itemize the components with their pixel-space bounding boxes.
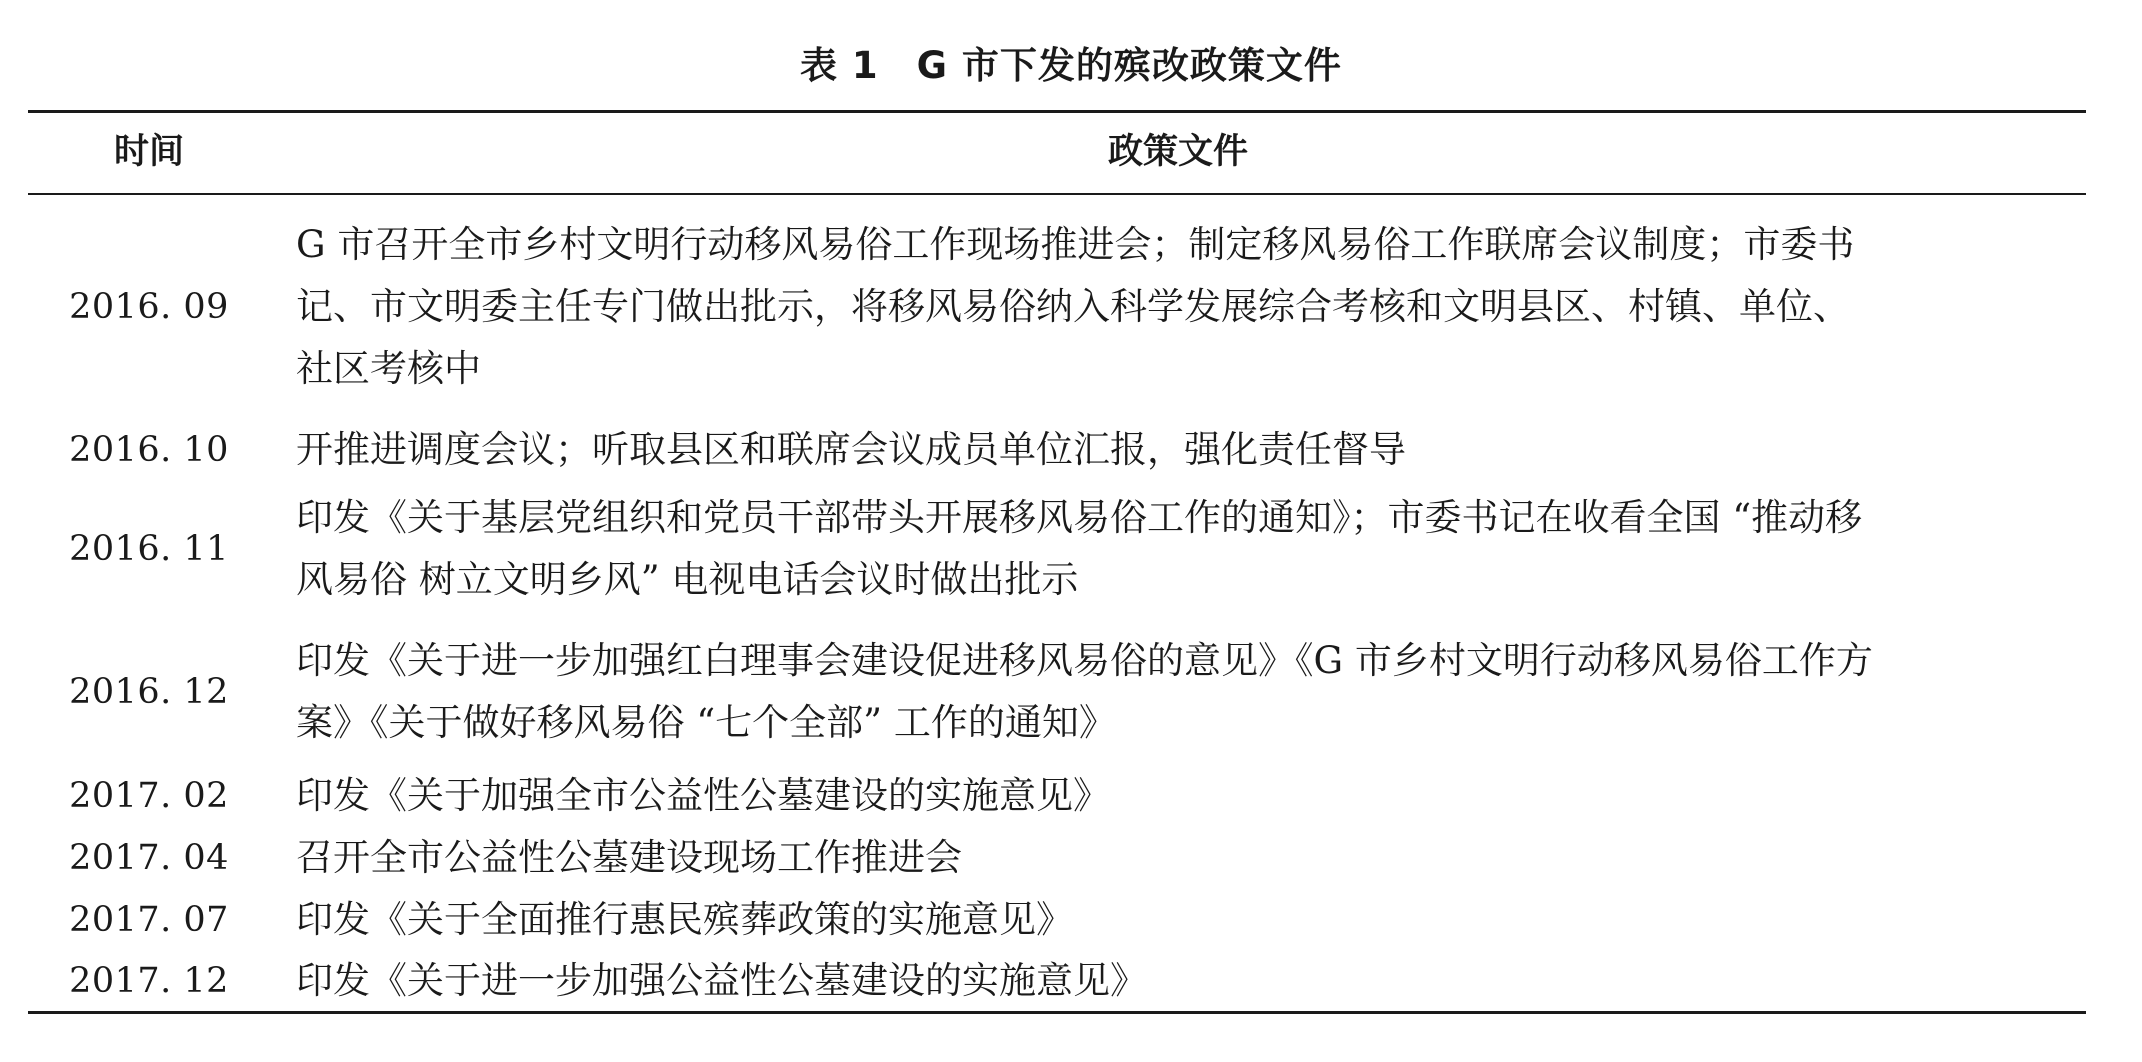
policy-line: 案》《关于做好移风易俗 “七个全部” 工作的通知》 [296, 701, 1116, 744]
policy-line: 社区考核中 [296, 347, 481, 390]
row-policy-text [296, 214, 2086, 400]
table-row [28, 214, 2086, 400]
row-policy-text [296, 630, 2086, 754]
row-time: 2016. 12 [69, 672, 229, 712]
row-time: 2017. 07 [69, 900, 229, 940]
policy-line: 记、市文明委主任专门做出批示，将移风易俗纳入科学发展综合考核和文明县区、村镇、单位、 [296, 285, 1850, 328]
table-row [28, 827, 2086, 889]
table-row [28, 487, 2086, 611]
row-policy-text [296, 950, 2086, 1012]
table-row [28, 950, 2086, 1012]
policy-line: 印发《关于全面推行惠民殡葬政策的实施意见》 [296, 898, 1073, 941]
row-time: 2016. 11 [69, 529, 229, 569]
table-caption: 表 1 G 市下发的殡改政策文件 [800, 44, 1342, 87]
row-time: 2016. 10 [69, 430, 229, 470]
table-bottom-rule [28, 1011, 2086, 1014]
row-time: 2017. 04 [69, 838, 229, 878]
row-policy-text [296, 827, 2086, 889]
table-row [28, 419, 2086, 481]
row-policy-text [296, 419, 2086, 481]
row-time: 2017. 12 [69, 961, 229, 1001]
policy-line: G 市召开全市乡村文明行动移风易俗工作现场推进会；制定移风易俗工作联席会议制度；市委书 [296, 223, 1855, 266]
policy-line: 印发《关于基层党组织和党员干部带头开展移风易俗工作的通知》；市委书记在收看全国 “推动移 [296, 496, 1863, 539]
policy-line: 印发《关于进一步加强红白理事会建设促进移风易俗的意见》《G 市乡村文明行动移风易俗工作方 [296, 639, 1873, 682]
row-policy-text [296, 889, 2086, 951]
table-row [28, 630, 2086, 754]
policy-line: 开推进调度会议；听取县区和联席会议成员单位汇报，强化责任督导 [296, 428, 1406, 471]
row-time: 2016. 09 [69, 287, 229, 327]
policy-line: 印发《关于加强全市公益性公墓建设的实施意见》 [296, 774, 1110, 817]
table-row [28, 765, 2086, 827]
table-row [28, 889, 2086, 951]
column-header-policy: 政策文件 [1107, 132, 1248, 172]
row-policy-text [296, 487, 2086, 611]
column-header-time: 时间 [113, 132, 184, 172]
policy-line: 风易俗 树立文明乡风” 电视电话会议时做出批示 [296, 558, 1079, 601]
policy-line: 召开全市公益性公墓建设现场工作推进会 [296, 836, 962, 879]
row-policy-text [296, 765, 2086, 827]
row-time: 2017. 02 [69, 776, 229, 816]
policy-line: 印发《关于进一步加强公益性公墓建设的实施意见》 [296, 959, 1147, 1002]
